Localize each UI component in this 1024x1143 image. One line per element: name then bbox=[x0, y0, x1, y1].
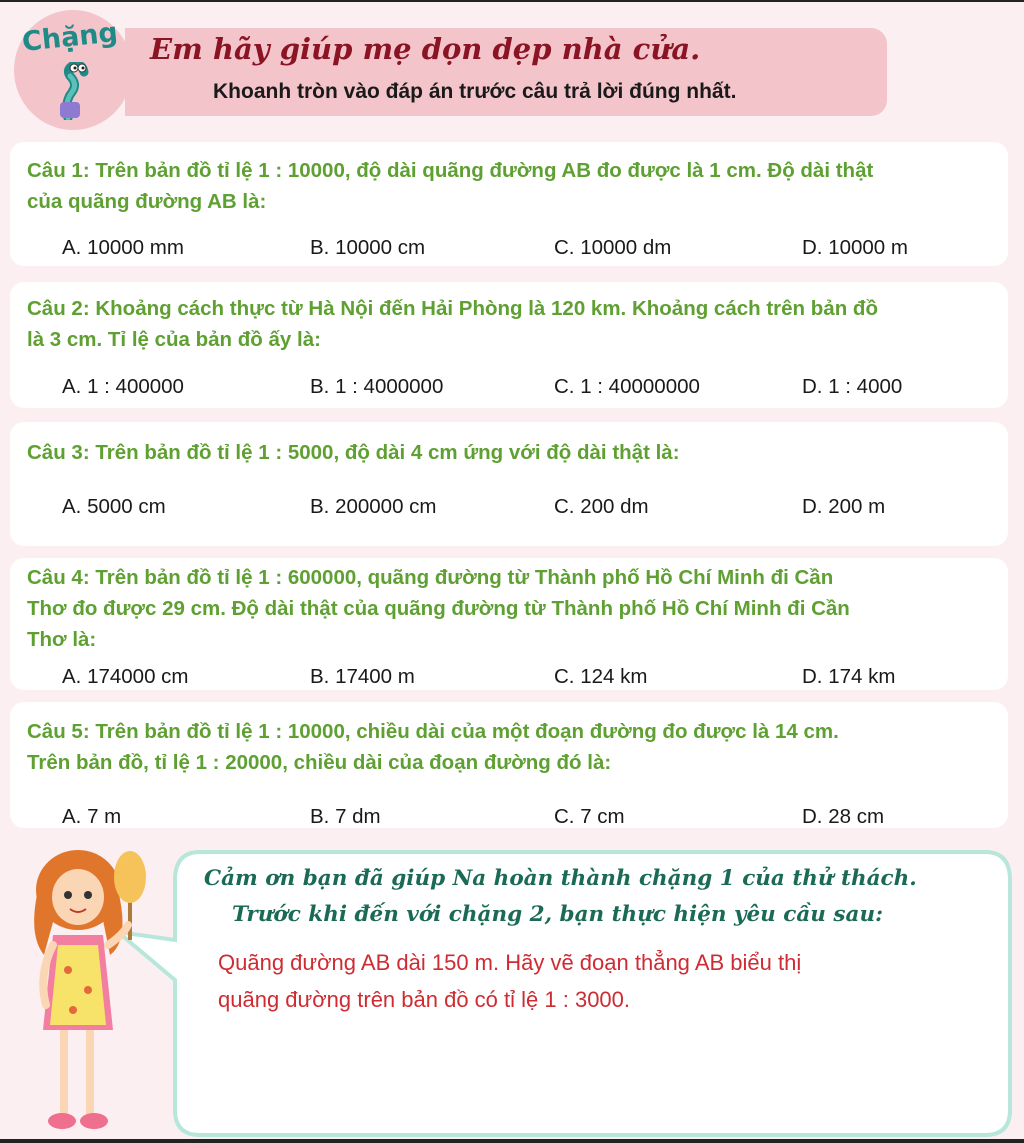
question-5-option-a[interactable]: A. 7 m bbox=[62, 805, 122, 828]
question-1-option-b[interactable]: B. 10000 cm bbox=[310, 236, 426, 259]
question-3-option-b[interactable]: B. 200000 cm bbox=[310, 495, 437, 518]
question-3-line-1: Câu 3: Trên bản đồ tỉ lệ 1 : 5000, độ dài 4 cm ứng với độ dài thật là: bbox=[27, 441, 680, 464]
question-5-line-2: Trên bản đồ, tỉ lệ 1 : 20000, chiều dài của đoạn đường đó là: bbox=[27, 751, 612, 774]
question-5-option-b[interactable]: B. 7 dm bbox=[310, 805, 381, 828]
question-5-option-c[interactable]: C. 7 cm bbox=[554, 805, 625, 828]
question-3-option-a[interactable]: A. 5000 cm bbox=[62, 495, 166, 518]
question-1-text bbox=[27, 155, 1002, 217]
question-3-option-d[interactable]: D. 200 m bbox=[802, 495, 886, 518]
bubble-thanks-line: Cảm ơn bạn đã giúp Na hoàn thành chặng 1 của thử thách. bbox=[204, 866, 917, 891]
worm-icon bbox=[54, 62, 98, 120]
bottom-border bbox=[0, 1139, 1024, 1143]
question-3-option-c[interactable]: C. 200 dm bbox=[554, 495, 649, 518]
question-4-line-2: Thơ đo được 29 cm. Độ dài thật của quãng đường từ Thành phố Hồ Chí Minh đi Cần bbox=[27, 597, 850, 620]
question-2-line-2: là 3 cm. Tỉ lệ của bản đồ ấy là: bbox=[27, 328, 321, 351]
bubble-task bbox=[218, 944, 998, 1018]
girl-illustration bbox=[18, 845, 168, 1140]
question-3-text bbox=[27, 437, 1002, 468]
page-title: Em hãy giúp mẹ dọn dẹp nhà cửa. bbox=[150, 32, 701, 66]
question-1-line-1: Câu 1: Trên bản đồ tỉ lệ 1 : 10000, độ dài quãng đường AB đo được là 1 cm. Độ dài thật bbox=[27, 159, 874, 182]
question-5-text bbox=[27, 716, 1002, 778]
question-1-line-2: của quãng đường AB là: bbox=[27, 190, 267, 213]
question-5-option-d[interactable]: D. 28 cm bbox=[802, 805, 885, 828]
question-2-option-b[interactable]: B. 1 : 4000000 bbox=[310, 375, 444, 398]
question-2-option-d[interactable]: D. 1 : 4000 bbox=[802, 375, 903, 398]
question-2-option-a[interactable]: A. 1 : 400000 bbox=[62, 375, 184, 398]
top-border bbox=[0, 0, 1024, 2]
question-2-text bbox=[27, 293, 1002, 355]
question-4-line-1: Câu 4: Trên bản đồ tỉ lệ 1 : 600000, quãng đường từ Thành phố Hồ Chí Minh đi Cần bbox=[27, 566, 834, 589]
question-1-option-a[interactable]: A. 10000 mm bbox=[62, 236, 184, 259]
question-4-option-c[interactable]: C. 124 km bbox=[554, 665, 648, 688]
task-line-2: quãng đường trên bản đồ có tỉ lệ 1 : 3000. bbox=[218, 987, 631, 1012]
question-2-line-1: Câu 2: Khoảng cách thực từ Hà Nội đến Hải Phòng là 120 km. Khoảng cách trên bản đồ bbox=[27, 297, 878, 320]
question-4-text bbox=[27, 562, 1002, 655]
instruction-text: Khoanh tròn vào đáp án trước câu trả lời đúng nhất. bbox=[213, 80, 737, 103]
bubble-request-line: Trước khi đến với chặng 2, bạn thực hiện yêu cầu sau: bbox=[232, 902, 884, 927]
question-1-option-d[interactable]: D. 10000 m bbox=[802, 236, 908, 259]
question-5-line-1: Câu 5: Trên bản đồ tỉ lệ 1 : 10000, chiều dài của một đoạn đường đo được là 14 cm. bbox=[27, 720, 839, 743]
question-1-option-c[interactable]: C. 10000 dm bbox=[554, 236, 672, 259]
stage-label: Chặng bbox=[20, 17, 120, 58]
question-4-option-d[interactable]: D. 174 km bbox=[802, 665, 896, 688]
question-4-option-b[interactable]: B. 17400 m bbox=[310, 665, 415, 688]
question-4-line-3: Thơ là: bbox=[27, 628, 97, 651]
task-line-1: Quãng đường AB dài 150 m. Hãy vẽ đoạn thẳng AB biểu thị bbox=[218, 950, 802, 975]
question-2-option-c[interactable]: C. 1 : 40000000 bbox=[554, 375, 700, 398]
question-4-option-a[interactable]: A. 174000 cm bbox=[62, 665, 189, 688]
